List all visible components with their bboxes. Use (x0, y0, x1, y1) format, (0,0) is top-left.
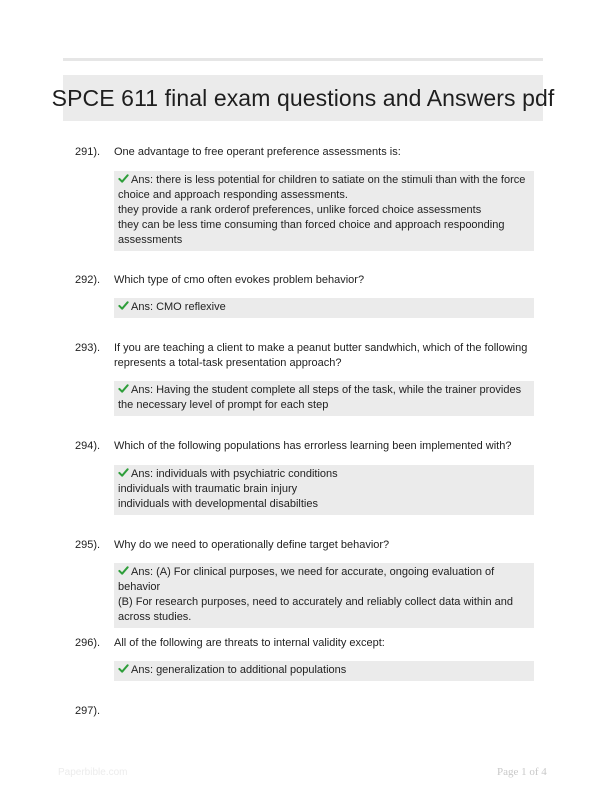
watermark: Paperbible.com (58, 767, 128, 778)
question-text: All of the following are threats to internal validity except: (114, 637, 385, 649)
answer-line: they can be less time consuming than forced choice and approach respoonding assessments (118, 219, 505, 246)
answer-box (114, 381, 534, 416)
question-number: 291). (75, 146, 101, 158)
question-text: Which of the following populations has errorless learning been implemented with? (114, 440, 512, 452)
check-icon (118, 467, 129, 478)
answer-line: individuals with developmental disabilties (118, 498, 318, 510)
question-number: 294). (75, 440, 101, 452)
answer-box (114, 661, 534, 681)
answer-box (114, 563, 534, 628)
check-icon (118, 663, 129, 674)
page-title: SPCE 611 final exam questions and Answers pdf (51, 84, 555, 111)
question-text: Why do we need to operationally define target behavior? (114, 539, 390, 551)
question-text: If you are teaching a client to make a peanut butter sandwhich, which of the following represents a total-task presentation approach? (114, 342, 528, 369)
title-banner (51, 75, 555, 121)
question-number: 295). (75, 539, 101, 551)
top-divider (63, 58, 543, 61)
answer-line: individuals with traumatic brain injury (118, 483, 298, 495)
answer-box (114, 465, 534, 515)
check-icon (118, 300, 129, 311)
answer-line: Ans: individuals with psychiatric conditions (118, 467, 530, 482)
question-number: 297). (75, 705, 101, 717)
question-number: 293). (75, 342, 101, 354)
answer-line: Ans: CMO reflexive (118, 300, 530, 315)
answer-line: Ans: there is less potential for children to satiate on the stimuli than with the force choice and approach responding assessments. (118, 174, 526, 201)
answer-line: Ans: Having the student complete all steps of the task, while the trainer provides the necessary level of prompt for each step (118, 384, 522, 411)
check-icon (118, 383, 129, 394)
answer-line: Ans: (A) For clinical purposes, we need for accurate, ongoing evaluation of behavior (118, 566, 495, 593)
answer-line: they provide a rank orderof preferences, unlike forced choice assessments (118, 204, 482, 216)
question-text: Which type of cmo often evokes problem behavior? (114, 274, 365, 286)
answer-line: (B) For research purposes, need to accurately and reliably collect data within and across studies. (118, 596, 513, 623)
question-number: 292). (75, 274, 101, 286)
question-number: 296). (75, 637, 101, 649)
answer-box (114, 171, 534, 251)
answer-line: Ans: generalization to additional populations (118, 663, 530, 678)
check-icon (118, 173, 129, 184)
answer-box (114, 298, 534, 318)
question-text: One advantage to free operant preference assessments is: (114, 146, 401, 158)
page-number: Page 1 of 4 (497, 766, 547, 778)
check-icon (118, 565, 129, 576)
